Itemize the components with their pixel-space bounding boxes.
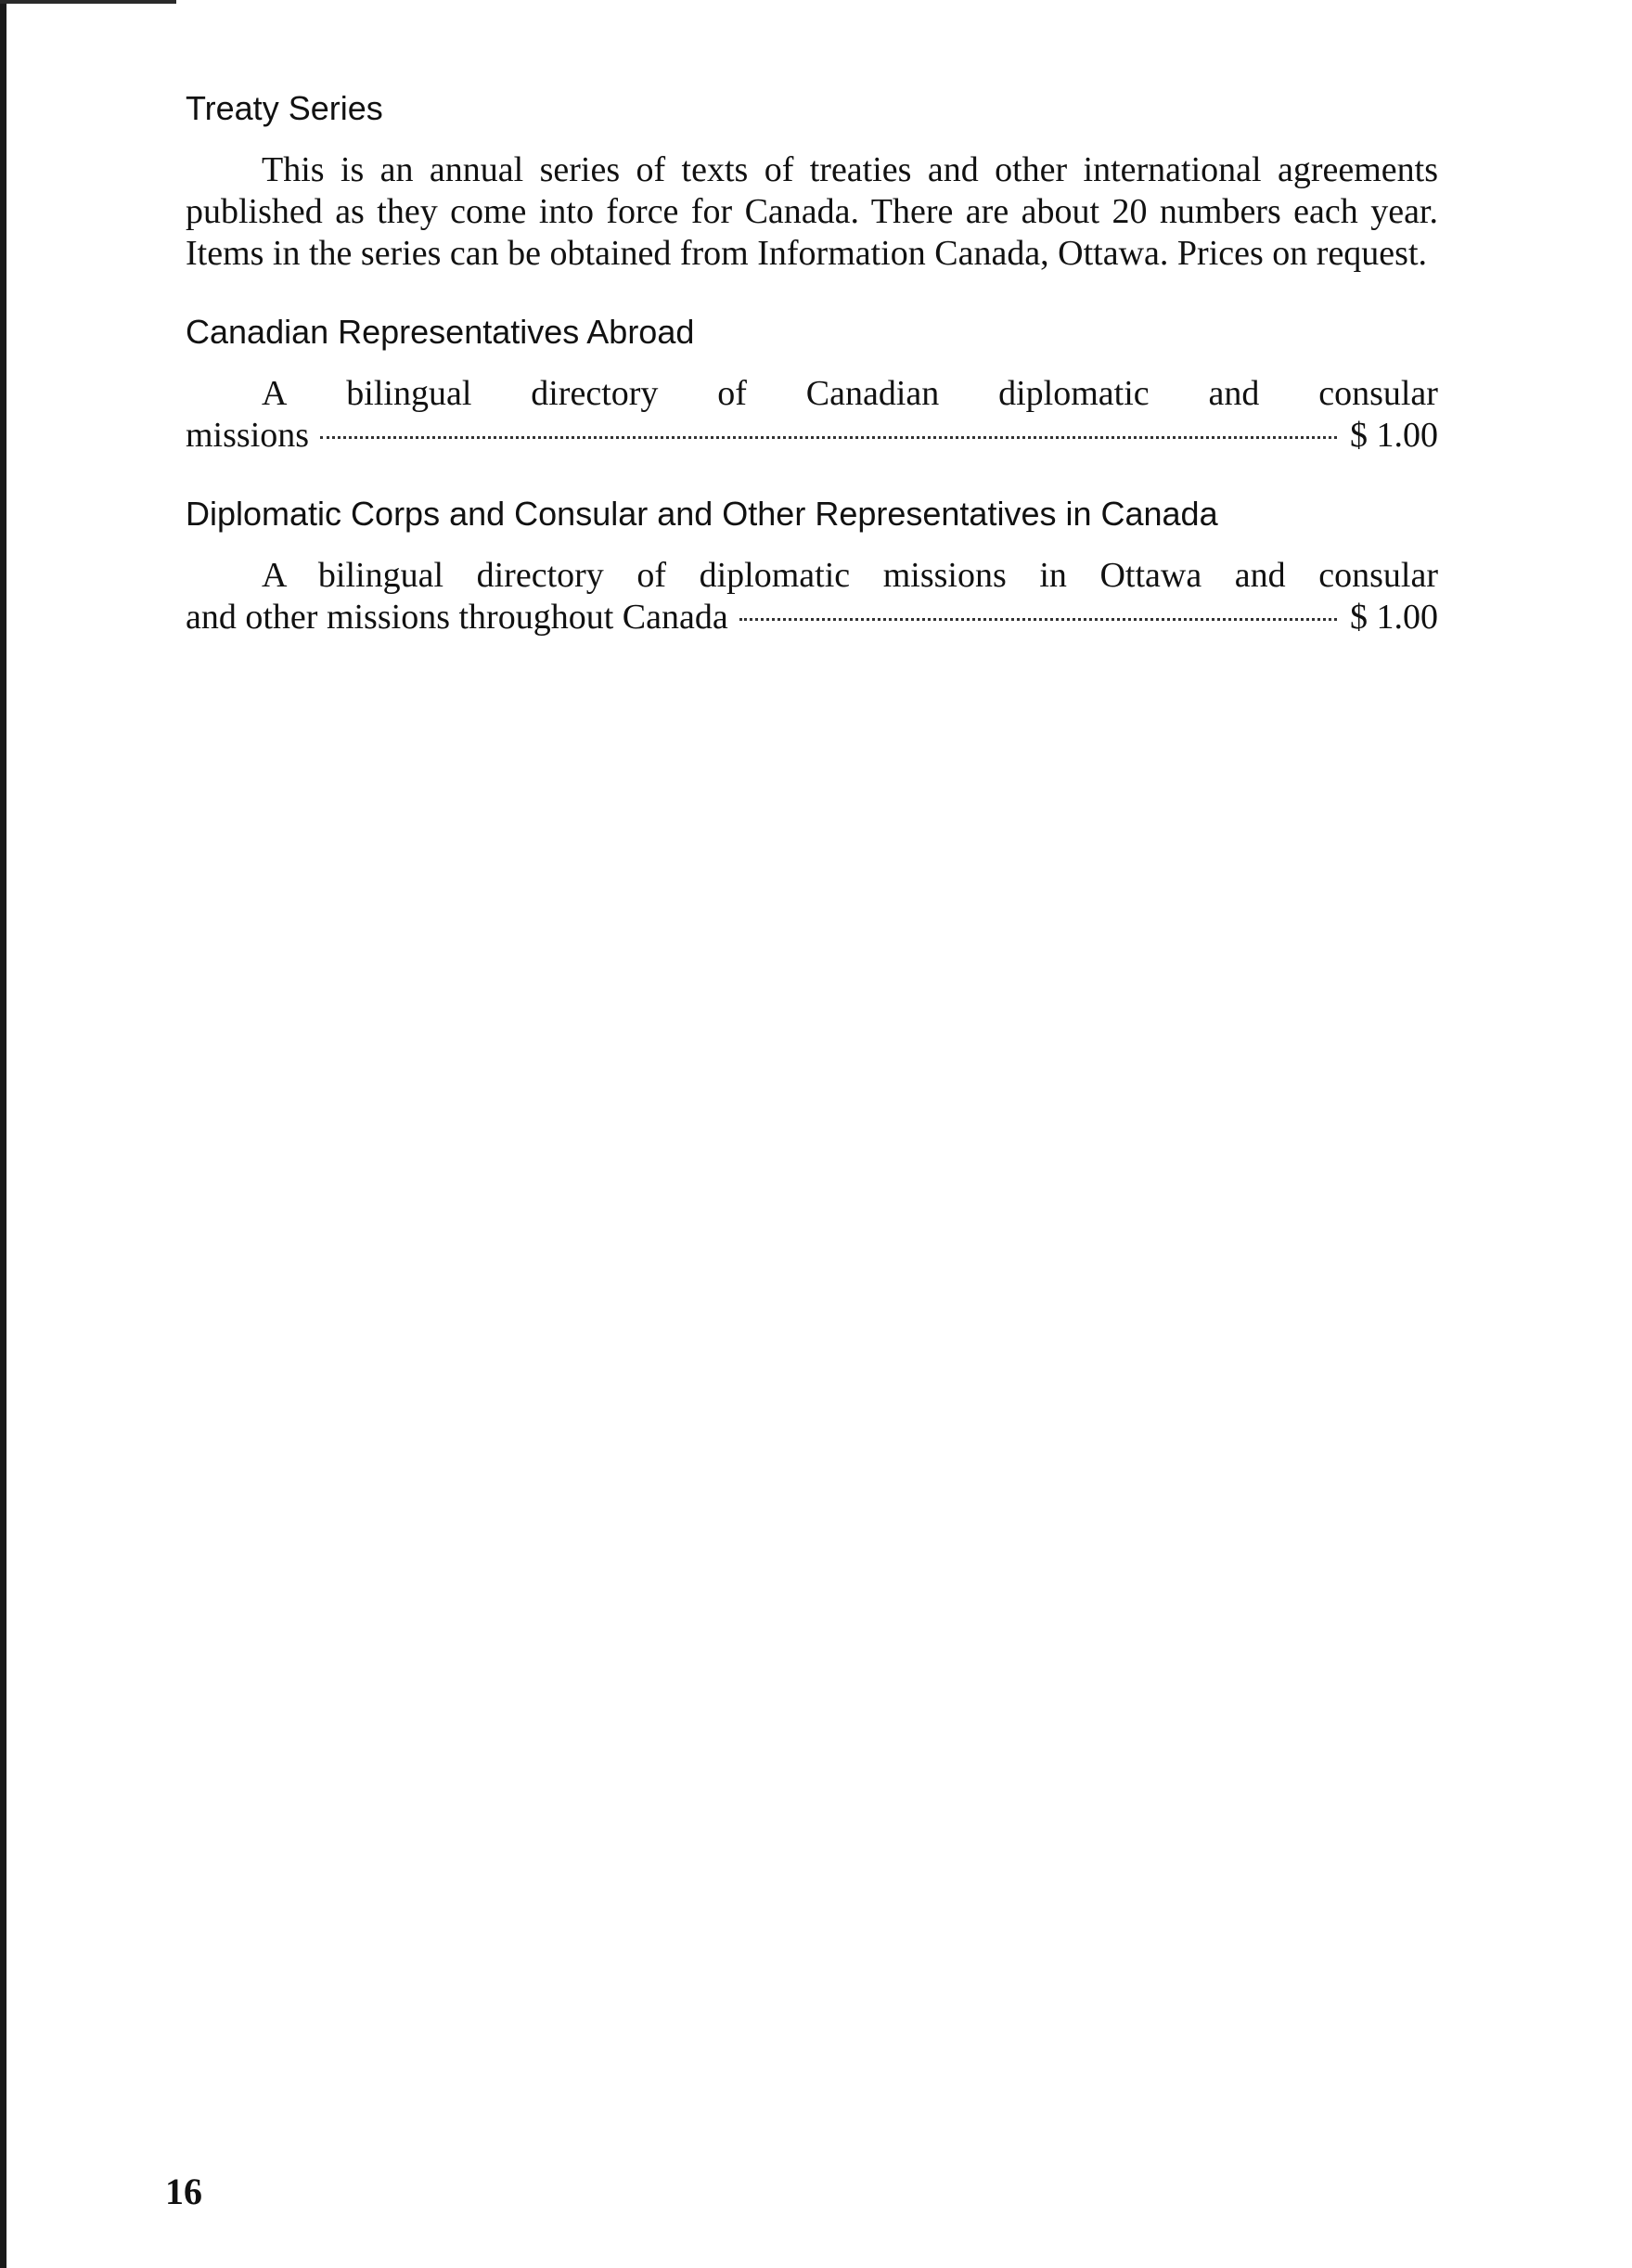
body-first-line: A bilingual directory of diplomatic missions in Ottawa and consular (262, 556, 1438, 595)
price: $ 1.00 (1350, 416, 1438, 455)
section-body: This is an annual series of texts of treaties and other international agreements published as they come into force for Canada. There are about 20 numbers each year. Items in the series can be obtained from Information Canada, Ottawa. Prices on request. (186, 150, 1438, 273)
word: diplomatic (998, 374, 1150, 413)
body-last-line (186, 597, 1438, 638)
word: directory (531, 374, 659, 413)
dot-leader (320, 436, 1337, 439)
word: and (1208, 374, 1260, 413)
word: A (262, 374, 288, 413)
page-edge-top (0, 0, 176, 4)
section-treaty-series (186, 88, 1438, 275)
body-first-line (186, 373, 1438, 415)
word: bilingual (346, 374, 472, 413)
word: consular (1318, 374, 1438, 413)
section-body (186, 555, 1438, 638)
section-diplomatic-corps (186, 494, 1438, 638)
word: of (717, 374, 747, 413)
body-last-line-text: and other missions throughout Canada (186, 598, 728, 637)
section-body (186, 373, 1438, 457)
price: $ 1.00 (1350, 598, 1438, 637)
page-number: 16 (165, 2171, 202, 2212)
word: Canadian (805, 374, 940, 413)
section-heading: Treaty Series (186, 89, 383, 127)
section-heading: Canadian Representatives Abroad (186, 313, 695, 351)
section-canadian-representatives-abroad (186, 312, 1438, 457)
body-last-line-text: missions (186, 416, 310, 455)
body-last-line (186, 415, 1438, 457)
page-content (186, 88, 1438, 676)
dot-leader (739, 618, 1337, 621)
page-edge-left (0, 0, 6, 2268)
section-heading: Diplomatic Corps and Consular and Other Representatives in Canada (186, 495, 1218, 533)
